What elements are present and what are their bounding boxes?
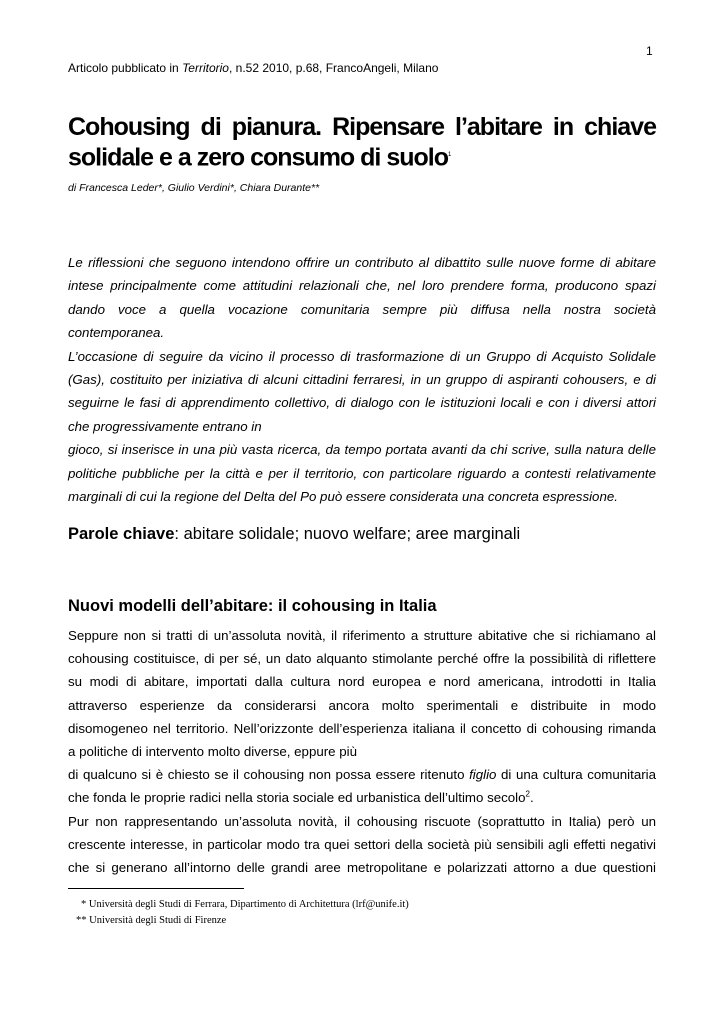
emphasis-word: figlio [469,767,497,783]
body-line [68,786,656,809]
body-line: Pur non rappresentando un’assoluta novità, il cohousing riscuote (soprattutto in Italia) però un [68,813,656,829]
body-line: crescente interesse, in particolar modo tra quei settori della società più sensibili agli effetti negativi [68,836,656,852]
body-line: su modi di abitare, importati dalla cultura nord europea e nord americana, introdotti in Italia [68,674,656,690]
footnote-divider [68,888,244,889]
section-heading: Nuovi modelli dell’abitare: il cohousing in Italia [68,597,437,615]
title-line-2-text: solidale e a zero consumo di suolo [68,143,448,172]
body-line: cohousing costituisce, di per sé, un dato alquanto stimolante perché offre la possibilità di riflettere [68,651,656,667]
abstract [68,251,656,508]
title-line-1: Cohousing di pianura. Ripensare l’abitare in chiave [68,113,656,141]
header-prefix: Articolo pubblicato in [68,61,183,75]
title-footnote-mark: 1 [447,152,451,158]
footnote-affiliation-2: ** Università degli Studi di Firenze [76,915,227,926]
abstract-line: L’occasione di seguire da vicino il processo di trasformazione di un Gruppo di Acquisto Solidale [68,348,656,364]
abstract-line: (Gas), costituito per iniziativa di alcuni cittadini ferraresi, in un gruppo di aspiranti cohousers, e di [68,372,656,388]
title-line-2 [68,141,656,171]
body-line: disomogeneo nel territorio. Nell’orizzonte dell’esperienza italiana il concetto di cohousing rimanda [68,720,656,736]
abstract-line: Le riflessioni che seguono intendono offrire un contributo al dibattito sulle nuove forme di abitare [68,255,656,270]
page-number: 1 [646,44,653,58]
abstract-line: dando voce a quella vocazione comunitaria sempre più diffusa nella nostra società [68,301,656,317]
body-text-segment: . [529,790,534,806]
body-text-segment: di una cultura comunitaria [496,767,656,783]
journal-name: Territorio [182,61,229,75]
abstract-line: politiche pubbliche per la città e per il territorio, con particolare riguardo a contesti relativamente [68,465,656,481]
body-line: a politiche di intervento molto diverse, eppure più [68,744,358,760]
publication-header [68,61,438,75]
body-text-segment: di qualcuno si è chiesto se il cohousing non possa essere ritenuto [68,767,470,783]
footnote-affiliation-1: * Università degli Studi di Ferrara, Dipartimento di Architettura (lrf@unife.it) [81,899,409,910]
abstract-line: intese principalmente come attitudini relazionali che, nel loro prendere forma, producono spazi [68,278,656,294]
abstract-line: gioco, si inserisce in una più vasta ricerca, da tempo portata avanti da chi scrive, sulla natura delle [68,442,656,458]
footnote-reference: 2 [525,790,530,799]
body-line: che si generano all’intorno delle grandi aree metropolitane e polarizzati attorno a due questioni [68,860,656,876]
header-suffix: , n.52 2010, p.68, FrancoAngeli, Milano [228,61,439,75]
keywords [68,525,520,544]
keywords-text: : abitare solidale; nuovo welfare; aree marginali [174,525,521,543]
body-line [68,763,656,786]
abstract-line: contemporanea. [68,325,165,341]
body-text [68,624,656,879]
body-line: Seppure non si tratti di un’assoluta novità, il riferimento a strutture abitative che si richiamano al [68,628,656,643]
abstract-line: che progressivamente entrano in [68,418,262,434]
abstract-line: seguirne le fasi di apprendimento collettivo, di dialogo con le istituzioni locali e con i diversi attori [68,395,656,411]
keywords-label: Parole chiave [68,525,175,543]
article-title [68,113,656,171]
body-line: attraverso esperienze da considerarsi ancora molto sperimentali e distribuite in modo [68,697,656,713]
authors-line: di Francesca Leder*, Giulio Verdini*, Chiara Durante** [68,182,320,194]
body-text-segment: che fonda le proprie radici nella storia sociale ed urbanistica dell’ultimo secolo [68,790,526,806]
abstract-line: marginali di cui la regione del Delta del Po può essere considerata una concreta espressione. [68,489,618,505]
